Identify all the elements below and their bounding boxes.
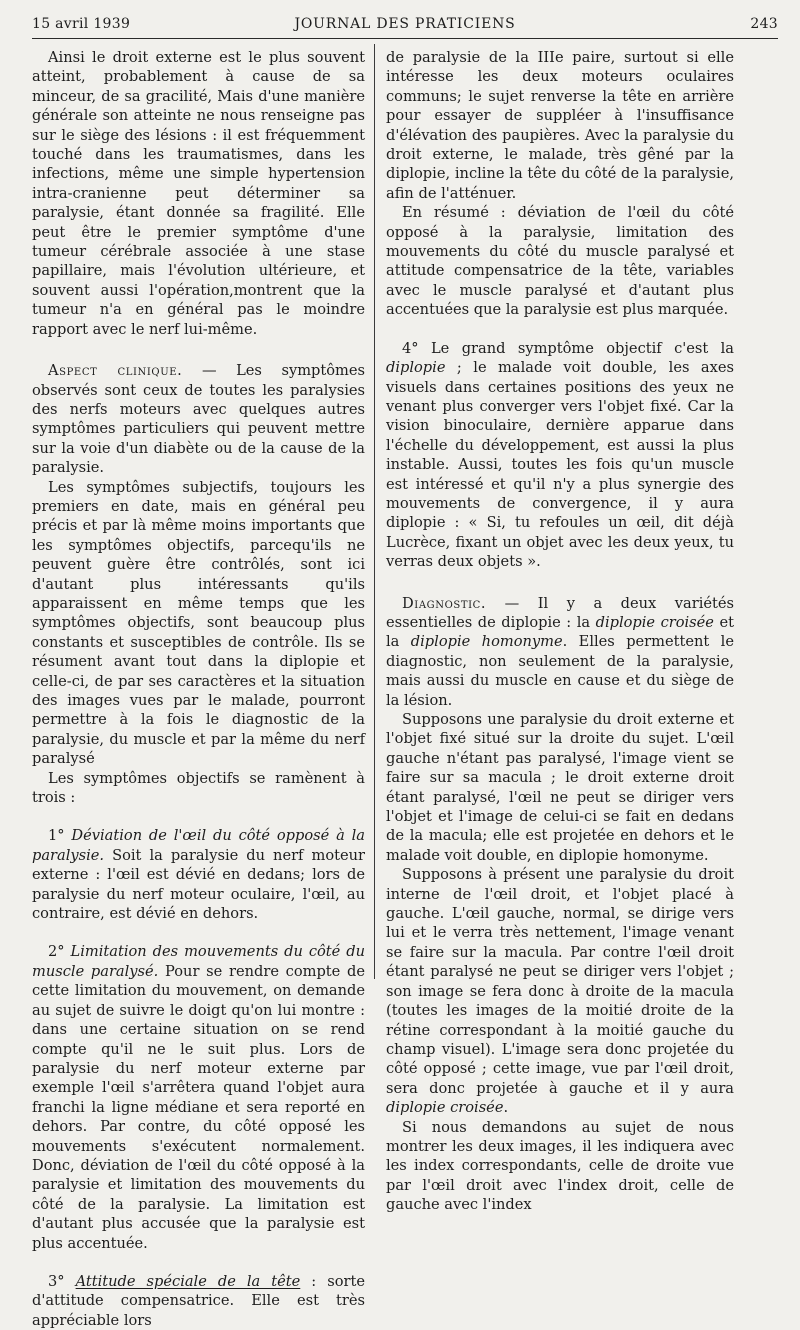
section-heading: Diagnostic. <box>402 594 487 612</box>
paragraph: Ainsi le droit externe est le plus souvent atteint, probablement à cause de sa minceur, de sa gracilité, Mais d'une manière générale son atteinte ne nous renseigne pas sur le siège des lésions : il est fréquemment touché dans les traumatismes, dans les infections, même une simple hypertension intra-cranienne peut déterminer sa paralysie, étant donnée sa fragilité. Elle peut être le premier symptôme d'une tumeur cérébrale associée à une stase papillaire, mais l'évolution ultérieure, et souvent aussi l'opération,montrent que la tumeur n'a en général pas le moindre rapport avec le nerf lui-même. <box>32 49 365 338</box>
item-text: 4° Le grand symptôme objectif c'est la <box>402 339 734 357</box>
paragraph <box>386 865 734 1117</box>
paragraph-text: Supposons à présent une paralysie du droit interne de l'œil droit, et l'objet placé à gauche. L'œil gauche, normal, se dirige vers lui et le verra très nettement, l'image venant se faire sur la macula. Par contre l'œil droit étant paralysé ne peut se diriger vers l'objet ; son image se fera donc à droite de la macula (toutes les images de la moitié droite de la rétine correspondant à la moitié gauche du champ visuel). L'image sera donc projetée du côté opposé ; cette image, vue par l'œil droit, sera donc projetée à gauche et il y aura <box>386 866 734 1097</box>
paragraph-text: . <box>503 1099 509 1117</box>
section-text: — Les symptômes observés sont ceux de toutes les paralysies des nerfs moteurs avec quelques autres symptômes particuliers qui peuvent mettre sur la voie d'un diabète ou de la cause de la paralysie. <box>32 362 365 477</box>
list-item-1 <box>32 826 365 923</box>
section-text: . Elles permettent le diagnostic, non seulement de la paralysie, mais aussi du muscle en cause et du siège de la lésion. <box>386 633 734 709</box>
list-item-2 <box>32 942 365 1253</box>
left-column <box>32 48 365 1330</box>
item-title: Attitude spéciale de la tête <box>75 1272 301 1290</box>
emphasis: diplopie croisée <box>595 613 714 631</box>
item-title: Déviation de l'œil du côté opposé à la paralysie. <box>32 827 365 864</box>
paragraph: Les symptômes subjectifs, toujours les premiers en date, mais en général peu précis et par là même moins importants que les symptômes objectifs, parcequ'ils ne peuvent guère être contrôlés, sont ici d'autant plus intéressants qu'ils apparaissent en même temps que les symptômes objectifs, sont beaucoup plus constants et susceptibles de contrôle. Ils se résument avant tout dans la diplopie et celle-ci, de par ses caractères et la situation des images vues par le malade, pourront permettre à la fois le diagnostic de la paralysie, du muscle et par la même du nerf paralysé <box>32 478 365 768</box>
paragraph-diagnostic <box>386 594 734 710</box>
paragraph: Si nous demandons au sujet de nous montrer les deux images, il les indiquera avec les index correspondants, celle de droite vue par l'œil droit avec l'index droit, celle de gauche avec l'index <box>386 1118 734 1214</box>
emphasis: diplopie homonyme <box>410 633 563 651</box>
section-heading: Aspect clinique. <box>48 362 183 380</box>
item-number: 3° <box>48 1272 76 1290</box>
section-text: et la <box>386 613 734 651</box>
item-text: : sorte d'attitude compensatrice. Elle est très appréciable lors <box>32 1272 365 1329</box>
list-item-4 <box>386 339 734 572</box>
item-text: ; le malade voit double, les axes visuels dans certaines positions des yeux ne venant plus converger vers l'objet fixé. Car la vision binoculaire, dernière apparue dans l'échelle du développement, est aussi la plus instable. Aussi, toutes les fois qu'un muscle est intéressé et qu'il n'y a plus synergie des mouvements de convergence, il y aura diplopie : « Si, tu refoules un œil, dit déjà Lucrèce, fixant un objet avec les deux yeux, tu verras deux objets ». <box>386 359 734 571</box>
page-header <box>32 14 778 34</box>
paragraph: de paralysie de la IIIe paire, surtout si elle intéresse les deux moteurs oculaires communs; le sujet renverse la tête en arrière pour essayer de suppléer à l'insuffisance d'élévation des paupières. Avec la paralysie du droit externe, le malade, très gêné par la diplopie, incline la tête du côté de la paralysie, afin de l'atténuer. <box>386 49 734 202</box>
right-column <box>386 48 734 1215</box>
paragraph: Supposons une paralysie du droit externe et l'objet fixé situé sur la droite du sujet. L'œil gauche n'étant pas paralysé, l'image vient se faire sur sa macula ; le droit externe droit étant paralysé, l'œil ne peut se diriger vers l'objet et l'image de celui-ci se fait en dedans de la macula; elle est projetée en dehors et le malade voit double, en diplopie homonyme. <box>386 711 734 864</box>
paragraph: En résumé : déviation de l'œil du côté opposé à la paralysie, limitation des mouvements du côté du muscle paralysé et attitude compensatrice de la tête, variables avec le muscle paralysé et d'autant plus accentuées que la paralysie est plus marquée. <box>386 204 734 319</box>
journal-title: JOURNAL DES PRATICIENS <box>294 16 516 32</box>
paragraph-aspect-clinique <box>32 361 365 477</box>
item-text: Soit la paralysie du nerf moteur externe : l'œil est dévié en dedans; lors de paralysie du nerf moteur oculaire, l'œil, au contraire, est dévié en dehors. <box>32 846 365 923</box>
list-item-3 <box>32 1272 365 1330</box>
issue-date: 15 avril 1939 <box>32 16 131 32</box>
item-number: 1° <box>48 827 72 845</box>
emphasis: diplopie croisée <box>386 1099 504 1117</box>
item-number: 2° <box>48 943 71 961</box>
item-title: Limitation des mouvements du côté du muscle paralysé. <box>32 943 365 980</box>
column-divider <box>374 44 375 979</box>
section-text: — Il y a deux variétés essentielles de diplopie : la <box>386 594 734 631</box>
paragraph: Les symptômes objectifs se ramènent à trois : <box>32 769 365 807</box>
header-rule <box>32 38 778 39</box>
item-text: Pour se rendre compte de cette limitation du mouvement, on demande au sujet de suivre le doigt qu'on lui montre : dans une certaine situation on se rend compte qu'il ne le suit plus. Lors de paralysie du nerf moteur externe par exemple l'œil s'arrêtera quand l'objet aura franchi la ligne médiane et sera reporté en dehors. Par contre, du côté opposé les mouvements s'exécutent normalement. Donc, déviation de l'œil du côté opposé à la paralysie et limitation des mouvements du côté de la paralysie. La limitation est d'autant plus accusée que la paralysie est plus accentuée. <box>32 962 366 1252</box>
page-number: 243 <box>750 16 778 32</box>
emphasis: diplopie <box>386 359 446 377</box>
